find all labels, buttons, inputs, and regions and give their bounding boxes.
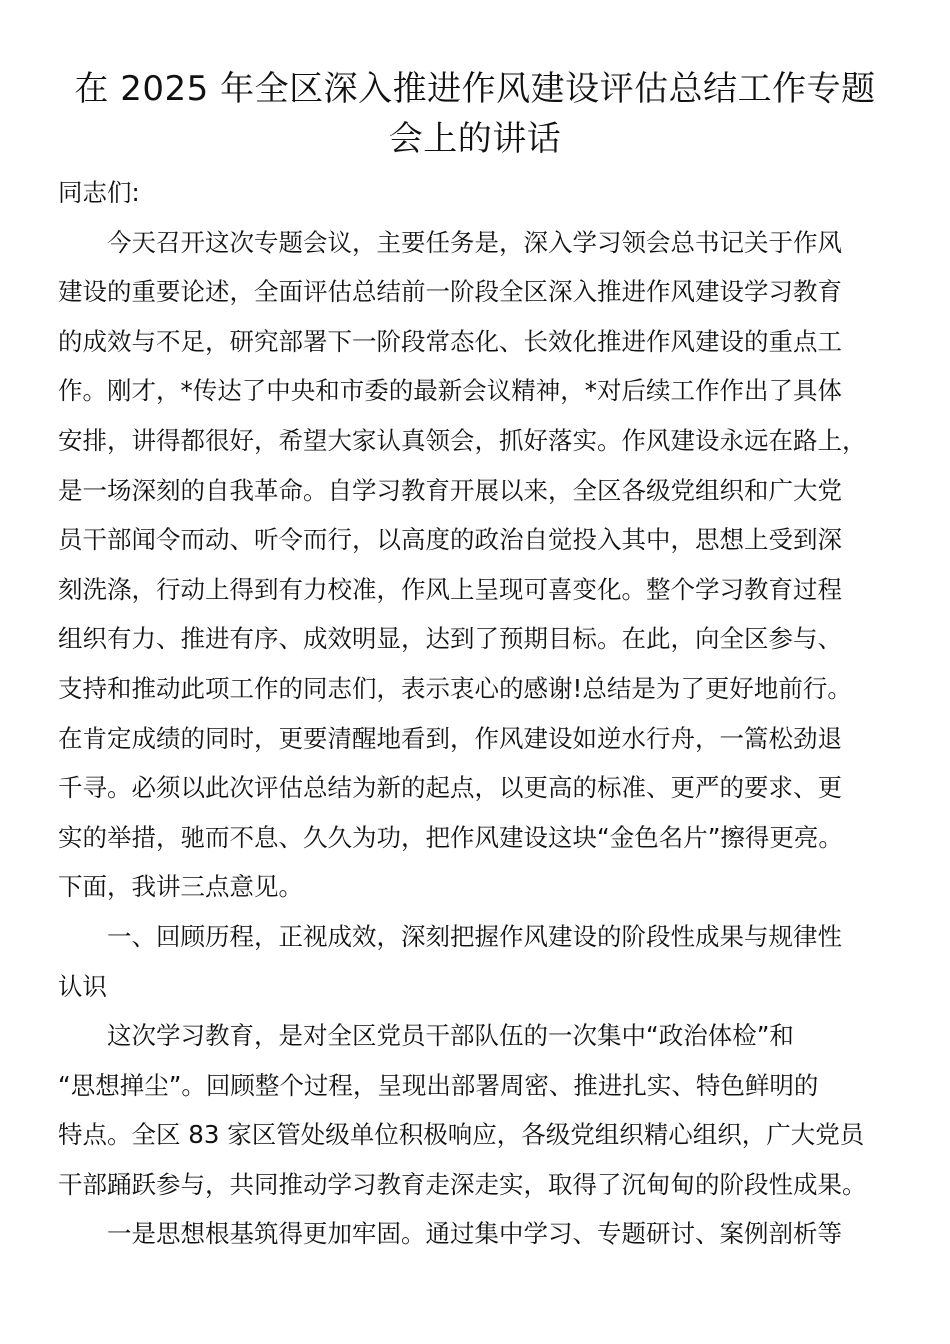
- paragraph-line: 特点。全区 83 家区管处级单位积极响应，各级党组织精心组织，广大党员: [58, 1120, 865, 1150]
- document-title: [40, 64, 910, 164]
- section-heading: 认识: [58, 971, 107, 1001]
- paragraph-line: “思想掸尘”。回顾整个过程，呈现出部署周密、推进扎实、特色鲜明的: [58, 1070, 819, 1100]
- title-line: 在 2025 年全区深入推进作风建设评估总结工作专题: [74, 69, 876, 109]
- paragraph-line: 是一场深刻的自我革命。自学习教育开展以来，全区各级党组织和广大党: [58, 475, 842, 505]
- title-line: 会上的讲话: [388, 119, 562, 159]
- paragraph-line: 在肯定成绩的同时，更要清醒地看到，作风建设如逆水行舟，一篙松劲退: [58, 723, 842, 753]
- salutation: 同志们:: [58, 178, 140, 207]
- paragraph-line: 安排，讲得都很好，希望大家认真领会，抓好落实。作风建设永远在路上，: [58, 425, 867, 455]
- paragraph-line: 的成效与不足，研究部署下一阶段常态化、长效化推进作风建设的重点工: [58, 326, 842, 356]
- paragraph-line: 千寻。必须以此次评估总结为新的起点，以更高的标准、更严的要求、更: [58, 773, 842, 803]
- paragraph-line: 作。刚才，*传达了中央和市委的最新会议精神，*对后续工作作出了具体: [58, 376, 842, 406]
- paragraph-line: 实的举措，驰而不息、久久为功，把作风建设这块“金色名片”擦得更亮。: [58, 822, 843, 852]
- paragraph-line: 建设的重要论述，全面评估总结前一阶段全区深入推进作风建设学习教育: [58, 277, 842, 307]
- paragraph-line: 刻洗涤，行动上得到有力校准，作风上呈现可喜变化。整个学习教育过程: [58, 574, 842, 604]
- paragraph-line: 这次学习教育，是对全区党员干部队伍的一次集中“政治体检”和: [107, 1021, 794, 1051]
- paragraph-line: 下面，我讲三点意见。: [58, 872, 303, 902]
- document-body: [58, 168, 898, 1259]
- paragraph-line: 今天召开这次专题会议，主要任务是，深入学习领会总书记关于作风: [107, 227, 842, 257]
- section-heading: 一、回顾历程，正视成效，深刻把握作风建设的阶段性成果与规律性: [107, 921, 842, 951]
- paragraph-line: 组织有力、推进有序、成效明显，达到了预期目标。在此，向全区参与、: [58, 624, 842, 654]
- paragraph-line: 干部踊跃参与，共同推动学习教育走深走实，取得了沉甸甸的阶段性成果。: [58, 1169, 867, 1199]
- paragraph-line: 支持和推动此项工作的同志们，表示衷心的感谢!总结是为了更好地前行。: [58, 673, 852, 703]
- paragraph-line: 员干部闻令而动、听令而行，以高度的政治自觉投入其中，思想上受到深: [58, 525, 842, 555]
- paragraph-line: 一是思想根基筑得更加牢固。通过集中学习、专题研讨、案例剖析等: [107, 1219, 842, 1249]
